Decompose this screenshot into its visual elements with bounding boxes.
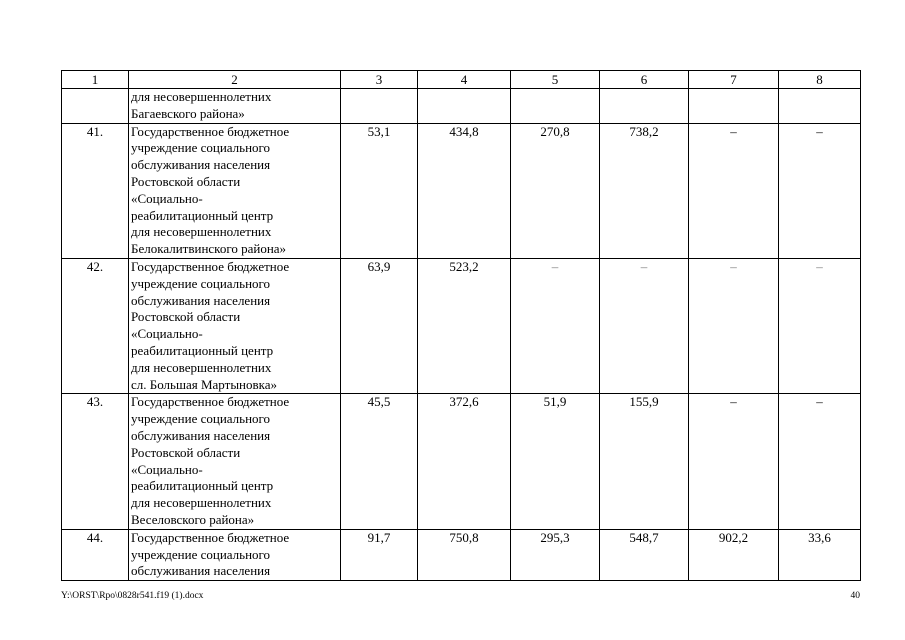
name-line: Государственное бюджетное xyxy=(131,394,290,410)
value-cell: 45,5 xyxy=(341,394,418,529)
name-line: обслуживания населения xyxy=(131,427,271,443)
table-row xyxy=(62,258,861,393)
institution-name xyxy=(129,89,341,124)
value-cell: – xyxy=(689,394,779,529)
table-row xyxy=(62,529,861,580)
name-line: обслуживания населения xyxy=(131,292,271,308)
name-line: для несовершеннолетних xyxy=(131,359,272,375)
value-cell: 523,2 xyxy=(418,258,511,393)
value-cell: 434,8 xyxy=(418,123,511,258)
value-cell xyxy=(779,89,861,124)
value-cell: – xyxy=(779,394,861,529)
row-number: 42. xyxy=(62,258,129,393)
name-line: обслуживания населения xyxy=(131,157,271,173)
value-cell xyxy=(689,89,779,124)
name-line: учреждение социального xyxy=(131,411,271,427)
row-number xyxy=(62,89,129,124)
name-line: учреждение социального xyxy=(131,546,271,562)
value-cell: 270,8 xyxy=(511,123,600,258)
name-line: для несовершеннолетних xyxy=(131,495,272,511)
header-cell: 4 xyxy=(418,71,511,89)
name-line: реабилитационный центр xyxy=(131,342,274,358)
institution-name xyxy=(129,258,341,393)
value-cell: 155,9 xyxy=(600,394,689,529)
header-cell: 5 xyxy=(511,71,600,89)
row-number: 44. xyxy=(62,529,129,580)
value-cell: – xyxy=(779,123,861,258)
value-cell: 902,2 xyxy=(689,529,779,580)
row-number: 43. xyxy=(62,394,129,529)
name-line: Государственное бюджетное xyxy=(131,258,290,274)
name-line: реабилитационный центр xyxy=(131,207,274,223)
table-row xyxy=(62,89,861,124)
value-cell: 548,7 xyxy=(600,529,689,580)
value-cell: – xyxy=(689,123,779,258)
value-cell xyxy=(511,89,600,124)
value-cell: 750,8 xyxy=(418,529,511,580)
header-cell: 1 xyxy=(62,71,129,89)
value-cell xyxy=(418,89,511,124)
value-cell xyxy=(341,89,418,124)
value-cell: 372,6 xyxy=(418,394,511,529)
footer-file-path: Y:\ORST\Rpo\0828r541.f19 (1).docx xyxy=(61,591,204,601)
value-cell: – xyxy=(600,258,689,393)
name-line: «Социально- xyxy=(131,190,203,206)
footer-page-number: 40 xyxy=(850,591,860,601)
header-cell: 3 xyxy=(341,71,418,89)
row-number: 41. xyxy=(62,123,129,258)
value-cell: 51,9 xyxy=(511,394,600,529)
name-line: реабилитационный центр xyxy=(131,478,274,494)
value-cell: 738,2 xyxy=(600,123,689,258)
value-cell: – xyxy=(689,258,779,393)
name-line: Государственное бюджетное xyxy=(131,529,290,545)
institution-name xyxy=(129,394,341,529)
name-line: обслуживания населения xyxy=(131,563,271,579)
name-line: Багаевского района» xyxy=(131,105,245,121)
institution-name xyxy=(129,529,341,580)
name-line: Белокалитвинского района» xyxy=(131,241,287,257)
name-line: «Социально- xyxy=(131,461,203,477)
institution-name xyxy=(129,123,341,258)
name-line: Ростовской области xyxy=(131,444,241,460)
value-cell: – xyxy=(779,258,861,393)
header-cell: 2 xyxy=(129,71,341,89)
value-cell: 91,7 xyxy=(341,529,418,580)
header-cell: 7 xyxy=(689,71,779,89)
table-row xyxy=(62,123,861,258)
name-line: Ростовской области xyxy=(131,173,241,189)
table-row xyxy=(62,394,861,529)
name-line: сл. Большая Мартыновка» xyxy=(131,376,278,392)
value-cell: 63,9 xyxy=(341,258,418,393)
header-cell: 6 xyxy=(600,71,689,89)
name-line: учреждение социального xyxy=(131,275,271,291)
name-line: для несовершеннолетних xyxy=(131,89,272,104)
value-cell: 295,3 xyxy=(511,529,600,580)
value-cell: 53,1 xyxy=(341,123,418,258)
name-line: Веселовского района» xyxy=(131,511,255,527)
name-line: для несовершеннолетних xyxy=(131,224,272,240)
name-line: учреждение социального xyxy=(131,140,271,156)
data-table xyxy=(61,70,861,581)
value-cell: 33,6 xyxy=(779,529,861,580)
name-line: Ростовской области xyxy=(131,309,241,325)
column-number-row xyxy=(62,71,861,89)
value-cell: – xyxy=(511,258,600,393)
name-line: «Социально- xyxy=(131,326,203,342)
name-line: Государственное бюджетное xyxy=(131,123,290,139)
header-cell: 8 xyxy=(779,71,861,89)
value-cell xyxy=(600,89,689,124)
